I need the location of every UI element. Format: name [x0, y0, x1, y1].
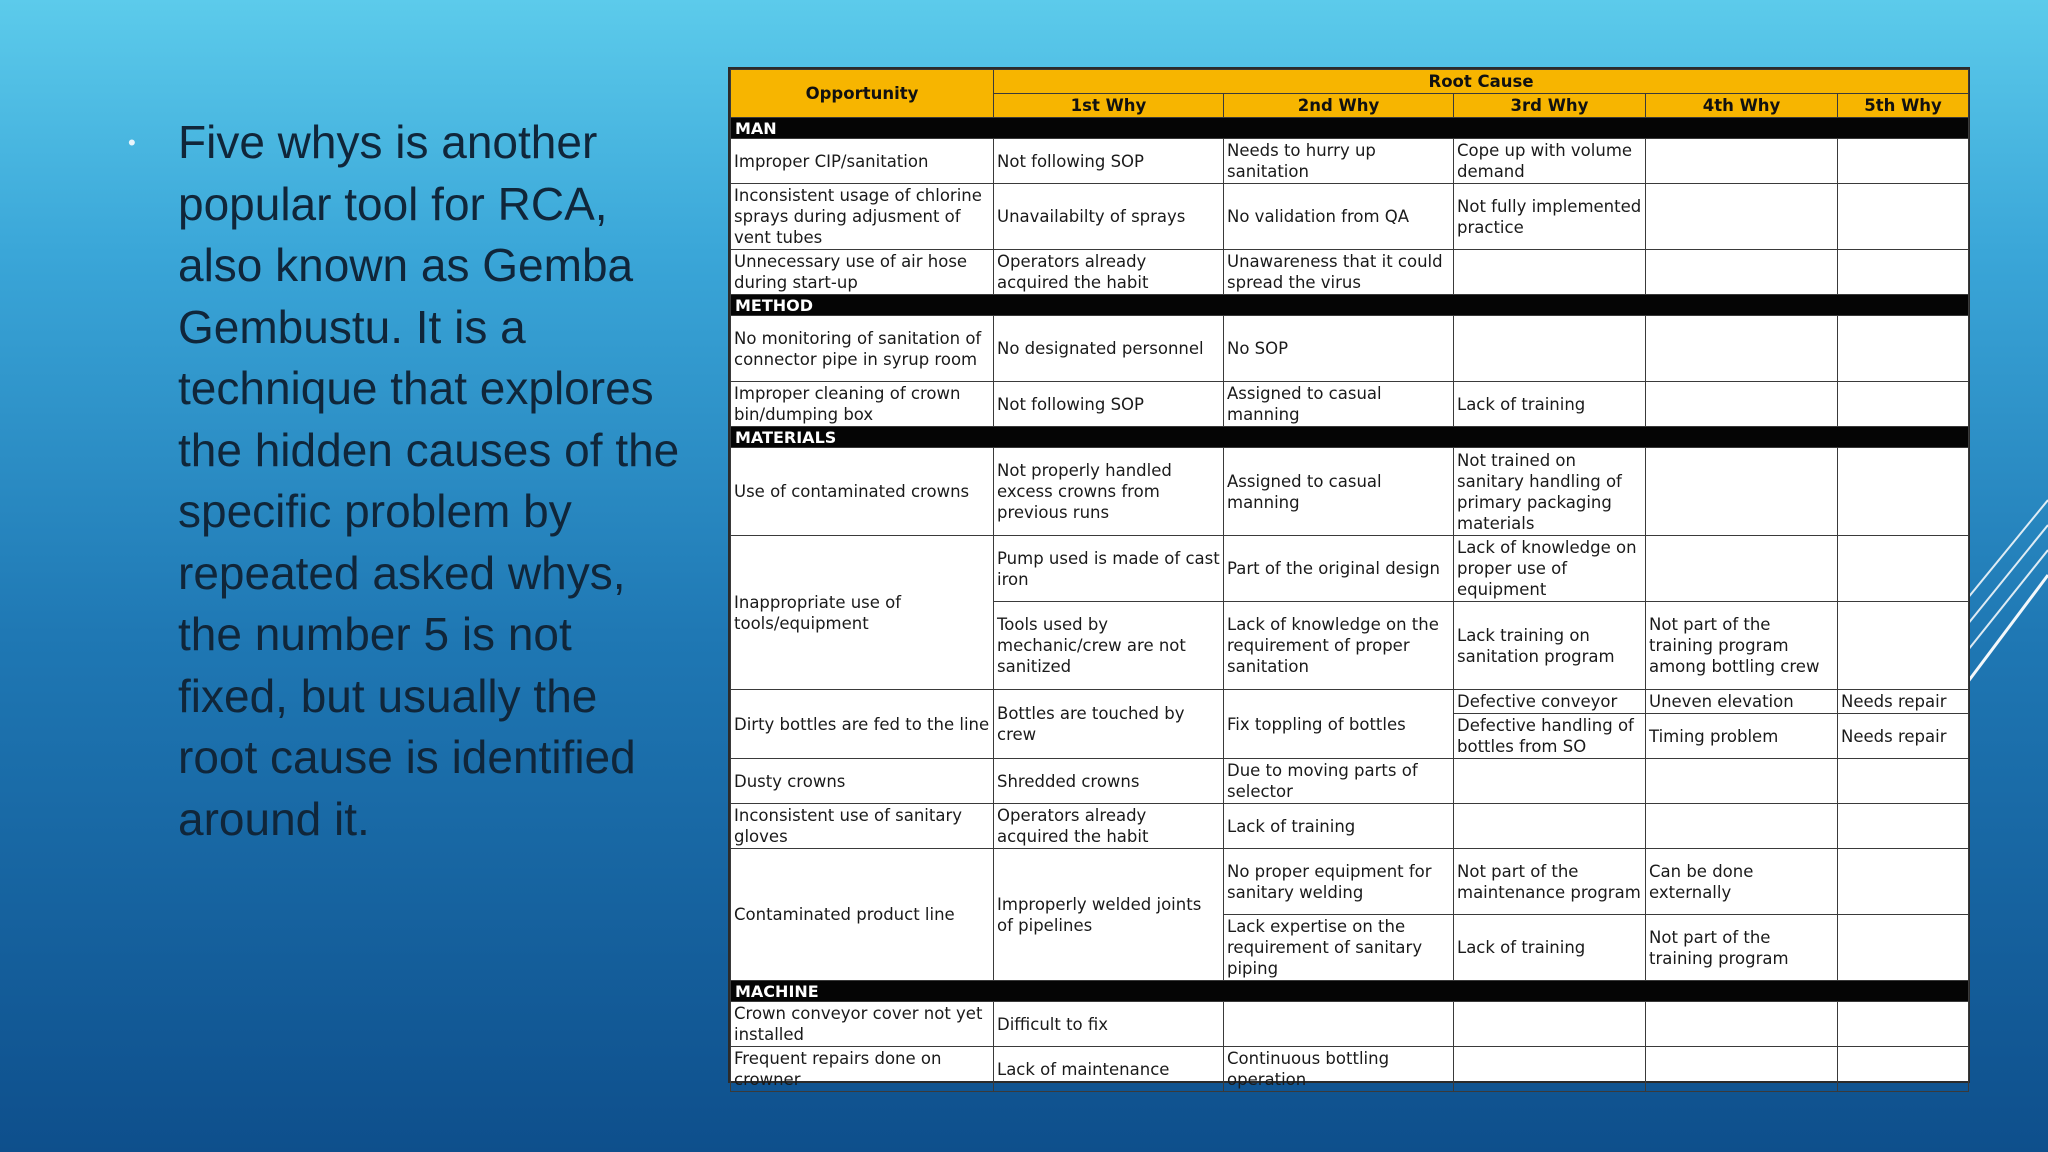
cell-why2: Unawareness that it could spread the virus — [1224, 250, 1454, 295]
table-row — [731, 759, 1969, 804]
cell-opportunity: Crown conveyor cover not yet installed — [731, 1002, 994, 1047]
cell-why1: No designated personnel — [994, 316, 1224, 382]
cell-why1: Not properly handled excess crowns from previous runs — [994, 448, 1224, 536]
cell-why3 — [1454, 1002, 1646, 1047]
cell-why5 — [1838, 250, 1969, 295]
table-row — [731, 849, 1969, 915]
table-row — [731, 316, 1969, 382]
cell-why1: Pump used is made of cast iron — [994, 536, 1224, 602]
cell-why4 — [1646, 1047, 1838, 1092]
cell-why3 — [1454, 1047, 1646, 1092]
cell-why5: Needs repair — [1838, 690, 1969, 714]
cell-opportunity: Improper cleaning of crown bin/dumping box — [731, 382, 994, 427]
section-materials: MATERIALS — [731, 427, 1969, 448]
header-why2: 2nd Why — [1224, 94, 1454, 118]
cell-why2: Due to moving parts of selector — [1224, 759, 1454, 804]
cell-opportunity: Contaminated product line — [731, 849, 994, 981]
cell-why1: Improperly welded joints of pipelines — [994, 849, 1224, 981]
header-why1: 1st Why — [994, 94, 1224, 118]
cell-why2: Continuous bottling operation — [1224, 1047, 1454, 1092]
cell-opportunity: Frequent repairs done on crowner — [731, 1047, 994, 1092]
cell-why4 — [1646, 804, 1838, 849]
table-row — [731, 184, 1969, 250]
cell-why5 — [1838, 448, 1969, 536]
cell-opportunity: Unnecessary use of air hose during start-up — [731, 250, 994, 295]
table-row — [731, 1002, 1969, 1047]
cell-why5 — [1838, 1002, 1969, 1047]
cell-why2: No SOP — [1224, 316, 1454, 382]
header-root-cause: Root Cause — [994, 70, 1969, 94]
cell-why3: Defective conveyor — [1454, 690, 1646, 714]
cell-why5: Needs repair — [1838, 714, 1969, 759]
cell-why4 — [1646, 316, 1838, 382]
cell-why3: Lack of training — [1454, 382, 1646, 427]
cell-why2: Assigned to casual manning — [1224, 382, 1454, 427]
cell-why5 — [1838, 849, 1969, 915]
cell-why2: Fix toppling of bottles — [1224, 690, 1454, 759]
table-row — [731, 804, 1969, 849]
cell-why1: Difficult to fix — [994, 1002, 1224, 1047]
cell-why4: Timing problem — [1646, 714, 1838, 759]
cell-opportunity: Use of contaminated crowns — [731, 448, 994, 536]
cell-opportunity: Improper CIP/sanitation — [731, 139, 994, 184]
cell-why3 — [1454, 250, 1646, 295]
cell-why5 — [1838, 1047, 1969, 1092]
cell-why4 — [1646, 139, 1838, 184]
five-whys-table — [728, 67, 1970, 1089]
cell-why1: Shredded crowns — [994, 759, 1224, 804]
cell-why5 — [1838, 759, 1969, 804]
cell-why3 — [1454, 804, 1646, 849]
header-opportunity: Opportunity — [731, 70, 994, 118]
cell-why1: Lack of maintenance — [994, 1047, 1224, 1092]
cell-why5 — [1838, 316, 1969, 382]
cell-opportunity: Inconsistent use of sanitary gloves — [731, 804, 994, 849]
cell-why4 — [1646, 536, 1838, 602]
cell-why4 — [1646, 759, 1838, 804]
cell-why1: Not following SOP — [994, 382, 1224, 427]
cell-why3: Not part of the maintenance program — [1454, 849, 1646, 915]
bullet-dot-icon: • — [128, 130, 136, 155]
cell-opportunity: Inconsistent usage of chlorine sprays during adjusment of vent tubes — [731, 184, 994, 250]
cell-why2: No validation from QA — [1224, 184, 1454, 250]
cell-why5 — [1838, 915, 1969, 981]
cell-why5 — [1838, 184, 1969, 250]
cell-why3: Lack training on sanitation program — [1454, 602, 1646, 690]
cell-opportunity: Dirty bottles are fed to the line — [731, 690, 994, 759]
bullet-text: Five whys is another popular tool for RCA, also known as Gemba Gembustu. It is a technique that explores the hidden causes of the specific problem by repeated asked whys, the number 5 is not fixed, but usually the root cause is identified around it. — [178, 116, 680, 845]
cell-why5 — [1838, 804, 1969, 849]
cell-why2: Assigned to casual manning — [1224, 448, 1454, 536]
table-row — [731, 382, 1969, 427]
cell-why2: No proper equipment for sanitary welding — [1224, 849, 1454, 915]
cell-why2: Lack expertise on the requirement of sanitary piping — [1224, 915, 1454, 981]
table-row — [731, 139, 1969, 184]
cell-why3: Lack of knowledge on proper use of equipment — [1454, 536, 1646, 602]
decorative-lines — [1958, 480, 2048, 720]
cell-why4 — [1646, 448, 1838, 536]
cell-opportunity: No monitoring of sanitation of connector pipe in syrup room — [731, 316, 994, 382]
cell-why3: Cope up with volume demand — [1454, 139, 1646, 184]
cell-why1: Bottles are touched by crew — [994, 690, 1224, 759]
cell-why5 — [1838, 602, 1969, 690]
cell-why4: Not part of the training program — [1646, 915, 1838, 981]
cell-why5 — [1838, 536, 1969, 602]
cell-why2: Part of the original design — [1224, 536, 1454, 602]
cell-why1: Operators already acquired the habit — [994, 250, 1224, 295]
cell-why5 — [1838, 139, 1969, 184]
cell-why5 — [1838, 382, 1969, 427]
cell-why4 — [1646, 382, 1838, 427]
cell-why1: Tools used by mechanic/crew are not sanitized — [994, 602, 1224, 690]
cell-why3: Lack of training — [1454, 915, 1646, 981]
cell-why3: Not fully implemented practice — [1454, 184, 1646, 250]
cell-why4 — [1646, 1002, 1838, 1047]
header-why3: 3rd Why — [1454, 94, 1646, 118]
table-row — [731, 250, 1969, 295]
cell-why1: Operators already acquired the habit — [994, 804, 1224, 849]
cell-why2: Needs to hurry up sanitation — [1224, 139, 1454, 184]
header-why4: 4th Why — [1646, 94, 1838, 118]
table-row — [731, 690, 1969, 714]
cell-opportunity: Inappropriate use of tools/equipment — [731, 536, 994, 690]
cell-why4 — [1646, 250, 1838, 295]
table-row — [731, 448, 1969, 536]
section-method: METHOD — [731, 295, 1969, 316]
section-man: MAN — [731, 118, 1969, 139]
cell-why3 — [1454, 759, 1646, 804]
cell-why3 — [1454, 316, 1646, 382]
cell-why3: Defective handling of bottles from SO — [1454, 714, 1646, 759]
cell-why1: Unavailabilty of sprays — [994, 184, 1224, 250]
cell-why2: Lack of training — [1224, 804, 1454, 849]
cell-why4: Can be done externally — [1646, 849, 1838, 915]
cell-why4: Not part of the training program among bottling crew — [1646, 602, 1838, 690]
header-why5: 5th Why — [1838, 94, 1969, 118]
section-machine: MACHINE — [731, 981, 1969, 1002]
cell-why4: Uneven elevation — [1646, 690, 1838, 714]
cell-why4 — [1646, 184, 1838, 250]
cell-why2: Lack of knowledge on the requirement of proper sanitation — [1224, 602, 1454, 690]
cell-why3: Not trained on sanitary handling of primary packaging materials — [1454, 448, 1646, 536]
cell-why2 — [1224, 1002, 1454, 1047]
table-row — [731, 1047, 1969, 1092]
cell-why1: Not following SOP — [994, 139, 1224, 184]
cell-opportunity: Dusty crowns — [731, 759, 994, 804]
table-row — [731, 536, 1969, 602]
bullet-block — [128, 112, 688, 850]
